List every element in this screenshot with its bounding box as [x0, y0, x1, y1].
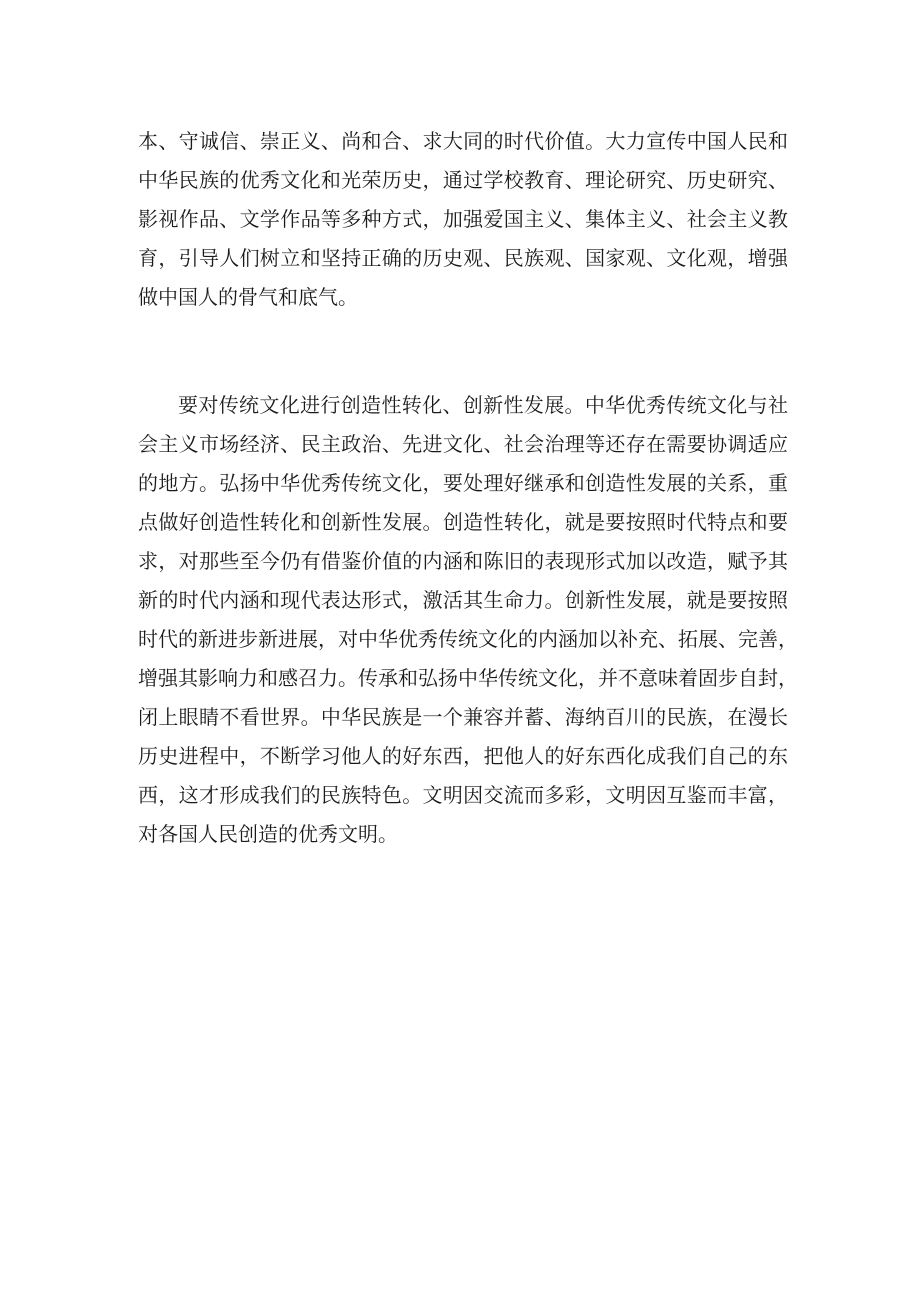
paragraph-2: [138, 386, 798, 854]
paragraph-1: [138, 122, 788, 317]
paragraph-line: 点做好创造性转化和创新性发展。创造性转化，就是要按照时代特点和要: [138, 510, 788, 534]
paragraph-line: 影视作品、文学作品等多种方式，加强爱国主义、集体主义、社会主义教: [138, 207, 788, 231]
paragraph-line: 中华民族的优秀文化和光荣历史，通过学校教育、理论研究、历史研究、: [138, 168, 788, 192]
paragraph-line: 时代的新进步新进展，对中华优秀传统文化的内涵加以补充、拓展、完善，: [138, 627, 798, 651]
paragraph-line: 做中国人的骨气和底气。: [138, 285, 358, 309]
paragraph-line: 西，这才形成我们的民族特色。文明因交流而多彩，文明因互鉴而丰富，: [138, 783, 788, 807]
paragraph-line: 历史进程中，不断学习他人的好东西，把他人的好东西化成我们自己的东: [138, 744, 788, 768]
paragraph-line: 闭上眼睛不看世界。中华民族是一个兼容并蓄、海纳百川的民族，在漫长: [138, 705, 788, 729]
paragraph-line: 育，引导人们树立和坚持正确的历史观、民族观、国家观、文化观，增强: [138, 246, 788, 270]
paragraph-line: 要对传统文化进行创造性转化、创新性发展。中华优秀传统文化与社: [178, 393, 788, 417]
paragraph-line: 对各国人民创造的优秀文明。: [138, 822, 398, 846]
paragraph-line: 会主义市场经济、民主政治、先进文化、社会治理等还存在需要协调适应: [138, 432, 788, 456]
paragraph-line: 本、守诚信、崇正义、尚和合、求大同的时代价值。大力宣传中国人民和: [138, 129, 788, 153]
paragraph-line: 的地方。弘扬中华优秀传统文化，要处理好继承和创造性发展的关系，重: [138, 471, 788, 495]
paragraph-line: 新的时代内涵和现代表达形式，激活其生命力。创新性发展，就是要按照: [138, 588, 788, 612]
paragraph-line: 增强其影响力和感召力。传承和弘扬中华传统文化，并不意味着固步自封，: [138, 666, 798, 690]
paragraph-line: 求，对那些至今仍有借鉴价值的内涵和陈旧的表现形式加以改造，赋予其: [138, 549, 788, 573]
